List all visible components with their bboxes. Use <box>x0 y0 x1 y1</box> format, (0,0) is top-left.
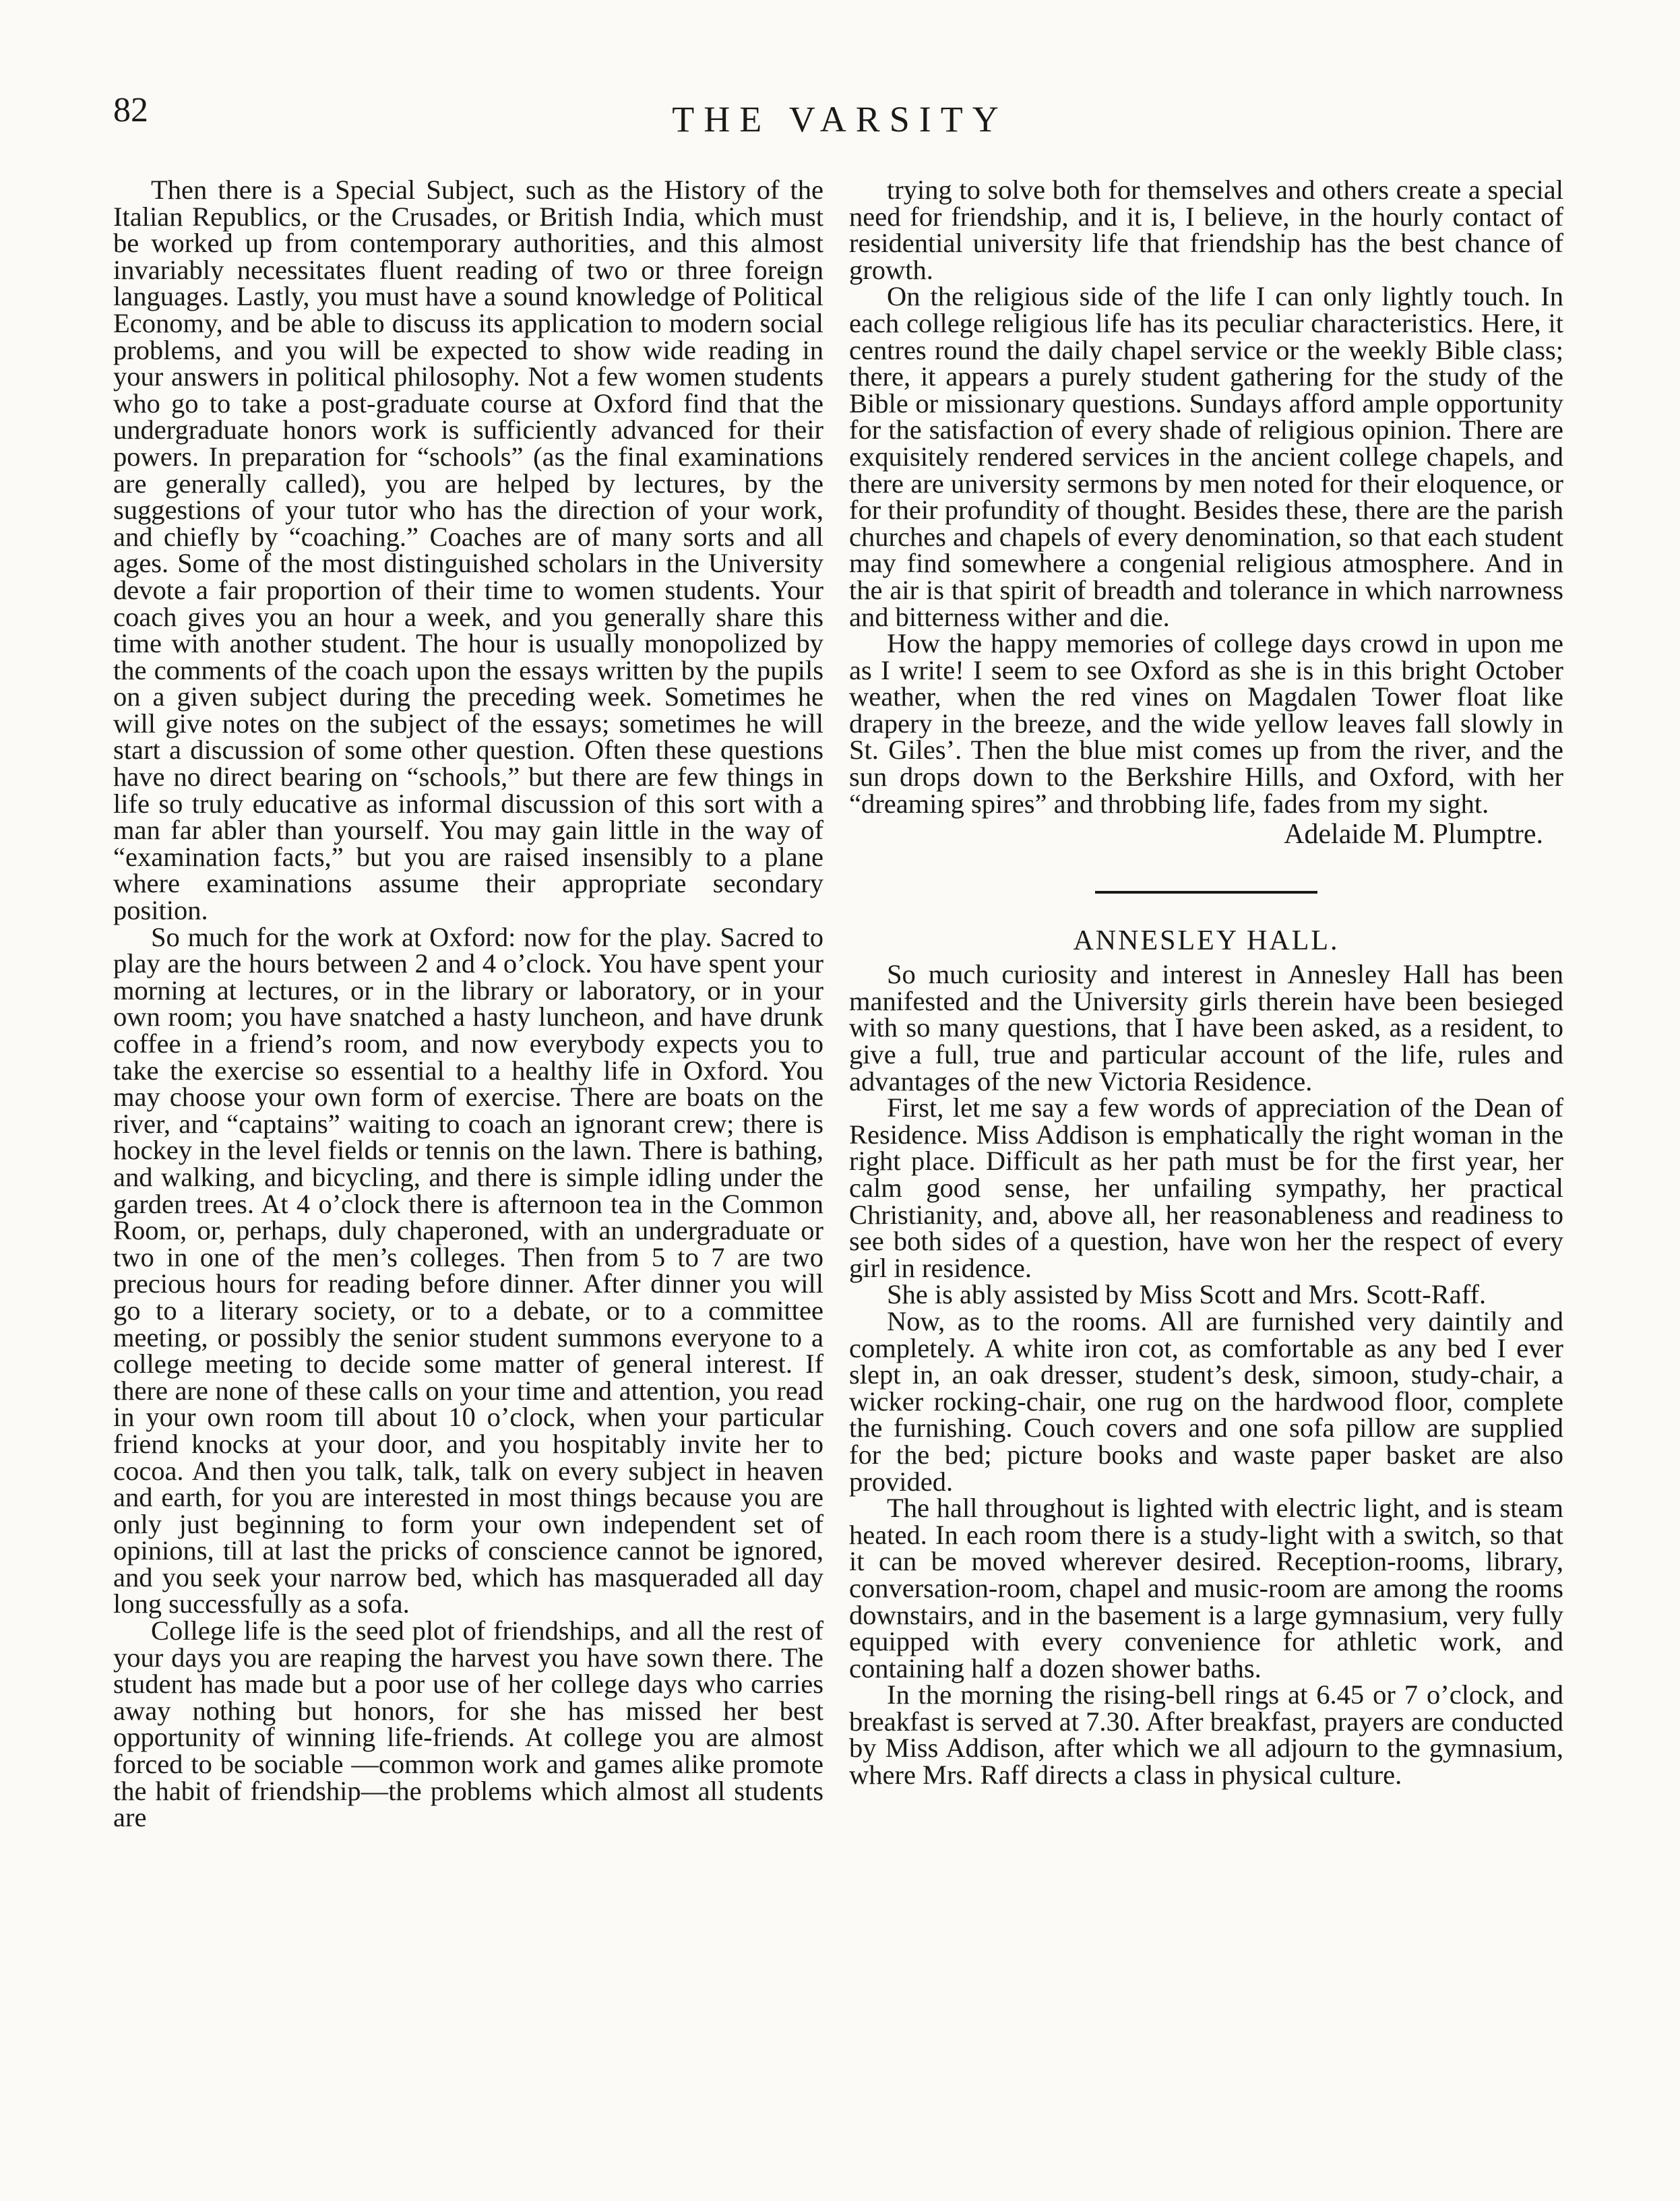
left-column <box>113 177 823 1831</box>
paragraph: trying to solve both for themselves and others create a special need for friendship, and it is, I believe, in the hourly contact of residential university life that friendship has the best chance of growth. <box>849 175 1563 285</box>
paragraph: College life is the seed plot of friendships, and all the rest of your days you are reaping the harvest you have sown there. The student has made but a poor use of her college days who carries away nothing but honors, for she has missed her best opportunity of winning life-friends. At college you are almost forced to be sociable —common work and games alike promote the habit of friendship—the problems which almost all students are <box>113 1615 823 1833</box>
paragraph: So much curiosity and interest in Annesley Hall has been manifested and the University girls therein have been besieged with so many questions, that I have been asked, as a resident, to give a full, true and particular account of the life, rules and advantages of the new Victoria Residence. <box>849 959 1563 1096</box>
paragraph: The hall throughout is lighted with electric light, and is steam heated. In each room there is a study-light with a switch, so that it can be moved wherever desired. Reception-rooms, library, conversation-room, chapel and music-room are among the rooms downstairs, and in the basement is a large gymnasium, very fully equipped with every convenience for athletic work, and containing half a dozen shower baths. <box>849 1493 1563 1683</box>
paragraph: On the religious side of the life I can only lightly touch. In each college religious life has its peculiar characteristics. Here, it centres round the daily chapel service or the weekly Bible class; there, it appears a purely student gathering for the study of the Bible or missionary questions. Sundays afford ample opportunity for the satisfaction of every shade of religious opinion. There are exquisitely rendered services in the ancient college chapels, and there are university sermons by men noted for their eloquence, or for their profundity of thought. Besides these, there are the parish churches and chapels of every denomination, so that each student may find somewhere a congenial religious atmosphere. And in the air is that spirit of breadth and tolerance in which narrowness and bitterness wither and die. <box>849 281 1563 632</box>
paragraph: In the morning the rising-bell rings at 6.45 or 7 o’clock, and breakfast is served at 7.30. After breakfast, prayers are conducted by Miss Addison, after which we all adjourn to the gymnasium, where Mrs. Raff directs a class in physical culture. <box>849 1679 1563 1791</box>
section-title: ANNESLEY HALL. <box>1073 925 1340 957</box>
paragraph: How the happy memories of college days crowd in upon me as I write! I seem to see Oxford as she is in this bright October weather, when the red vines on Magdalen Tower float like drapery in the breeze, and the wide yellow leaves fall slowly in St. Giles’. Then the blue mist comes up from the river, and the sun drops down to the Berkshire Hills, and Oxford, with her “dreaming spires” and throbbing life, fades from my sight. <box>849 628 1563 819</box>
paragraph: So much for the work at Oxford: now for the play. Sacred to play are the hours between 2 and 4 o’clock. You have spent your morning at lectures, or in the library or laboratory, or in your own room; you have snatched a hasty luncheon, and have drunk coffee in a friend’s room, and now everybody expects you to take the exercise so essential to a healthy life in Oxford. You may choose your own form of exercise. There are boats on the river, and “captains” waiting to coach an ignorant crew; there is hockey in the level fields or tennis on the lawn. There is bathing, and walking, and bicycling, and there is simple idling under the garden trees. At 4 o’clock there is afternoon tea in the Common Room, or, perhaps, duly chaperoned, with an undergraduate or two in one of the men’s colleges. Then from 5 to 7 are two precious hours for reading before dinner. After dinner you will go to a literary society, or to a debate, or to a committee meeting, or possibly the senior student summons everyone to a college meeting to decide some matter of general interest. If there are none of these calls on your time and attention, you read in your own room till about 10 o’clock, when your particular friend knocks at your door, and you hospitably invite her to cocoa. And then you talk, talk, talk on every subject in heaven and earth, for you are interested in most things because you are only just beginning to form your own independent set of opinions, till at last the pricks of conscience cannot be ignored, and you seek your narrow bed, which has masqueraded all day long successfully as a sofa. <box>113 921 823 1619</box>
author-signature: Adelaide M. Plumptre. <box>1284 819 1543 850</box>
paragraph: Then there is a Special Subject, such as the History of the Italian Republics, or the Crusades, or British India, which must be worked up from contemporary authorities, and this almost invariably necessitates fluent reading of two or three foreign languages. Lastly, you must have a sound knowledge of Political Economy, and be able to discuss its application to modern social problems, and you will be expected to show wide reading in your answers in political philosophy. Not a few women students who go to take a post-graduate course at Oxford find that the undergraduate honors work is sufficiently advanced for their powers. In preparation for “schools” (as the final examinations are generally called), you are helped by lectures, by the suggestions of your tutor who has the direction of your work, and chiefly by “coaching.” Coaches are of many sorts and all ages. Some of the most distinguished scholars in the University devote a fair proportion of their time to women students. Your coach gives you an hour a week, and you generally share this time with another student. The hour is usually monopolized by the comments of the coach upon the essays written by the pupils on a given subject during the preceding week. Sometimes he will give notes on the subject of the essays; sometimes he will start a discussion of some other question. Often these questions have no direct bearing on “schools,” but there are few things in life so truly educative as informal discussion of this sort with a man far abler than yourself. You may gain little in the way of “examination facts,” but you are raised insensibly to a plane where examinations assume their appropriate secondary position. <box>113 175 823 926</box>
paragraph: Now, as to the rooms. All are furnished very daintily and completely. A white iron cot, as comfortable as any bed I ever slept in, an oak dresser, student’s desk, simoon, study-chair, a wicker rocking-chair, one rug on the hardwood floor, complete the furnishing. Couch covers and one sofa pillow are supplied for the bed; picture books and waste paper basket are also provided. <box>849 1305 1563 1497</box>
paragraph: First, let me say a few words of appreciation of the Dean of Residence. Miss Addison is emphatically the right woman in the right place. Difficult as her path must be for the first year, her calm good sense, her unfailing sympathy, her practical Christianity, and, above all, her reasonableness and readiness to see both sides of a question, have won her the respect of every girl in residence. <box>849 1092 1563 1283</box>
section-divider <box>1095 891 1317 894</box>
right-column <box>849 177 1563 1789</box>
paragraph: She is ably assisted by Miss Scott and Mrs. Scott-Raff. <box>887 1279 1487 1310</box>
page-number: 82 <box>113 91 148 129</box>
magazine-title: THE VARSITY <box>672 99 1008 140</box>
